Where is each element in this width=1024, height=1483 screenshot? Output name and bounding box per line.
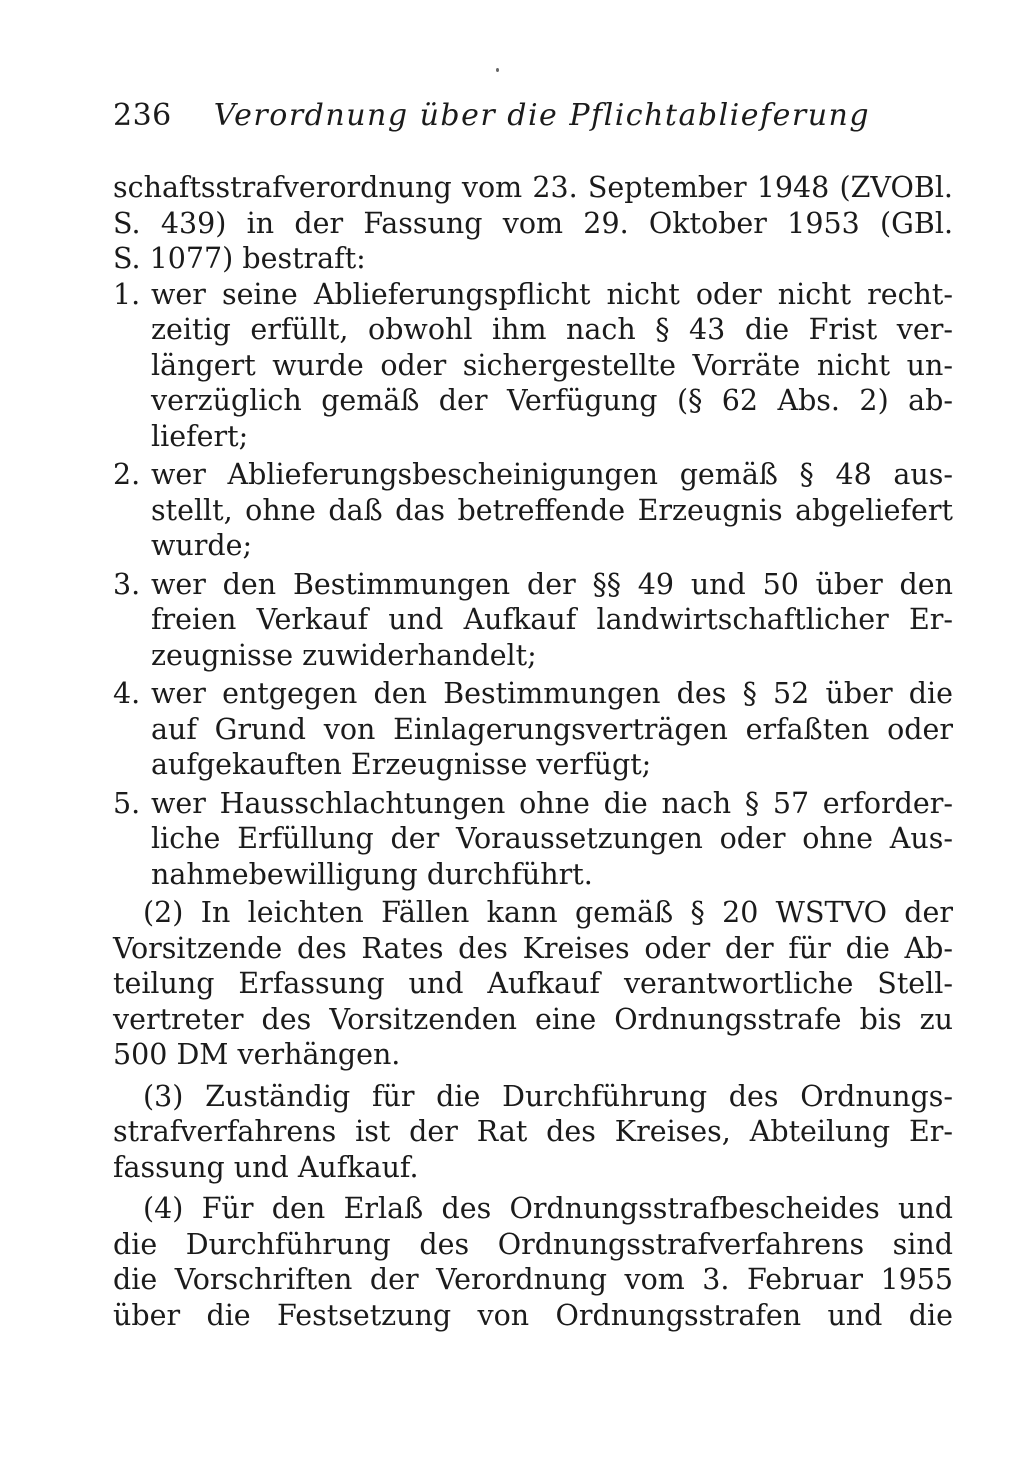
page-number: 236 bbox=[113, 98, 172, 133]
text-line: teilung Erfassung und Aufkauf verantwortliche Stell- bbox=[113, 967, 953, 1000]
text-line: schaftsstrafverordnung vom 23. September 1948 (ZVOBl. bbox=[113, 171, 953, 204]
text-line: über die Festsetzung von Ordnungsstrafen und die bbox=[113, 1298, 953, 1332]
text-line: aufgekauften Erzeugnisse verfügt; bbox=[151, 748, 652, 781]
list-item bbox=[113, 457, 953, 564]
text-line: strafverfahrens ist der Rat des Kreises, Abteilung Er- bbox=[113, 1115, 953, 1148]
text-line: die Vorschriften der Verordnung vom 3. Februar 1955 bbox=[113, 1263, 953, 1296]
text-line: wurde; bbox=[151, 529, 253, 562]
list-item-number: 2. bbox=[113, 458, 141, 491]
text-line: freien Verkauf und Aufkauf landwirtschaftlicher Er- bbox=[151, 603, 953, 636]
text-line: wer Hausschlachtungen ohne die nach § 57 erforder- bbox=[151, 786, 953, 820]
text-line: nahmebewilligung durchführt. bbox=[151, 857, 593, 891]
text-line: wer seine Ablieferungspflicht nicht oder nicht recht- bbox=[151, 277, 953, 311]
paragraph-3 bbox=[113, 1079, 953, 1186]
text-line: zeugnisse zuwiderhandelt; bbox=[151, 638, 537, 672]
text-line: Vorsitzende des Rates des Kreises oder der für die Ab- bbox=[113, 931, 953, 965]
text-line: (3) Zuständig für die Durchführung des Ordnungs- bbox=[143, 1079, 953, 1113]
text-line: wer den Bestimmungen der §§ 49 und 50 über den bbox=[151, 567, 953, 601]
paragraph-4 bbox=[113, 1191, 953, 1333]
list-item-number: 5. bbox=[113, 786, 141, 820]
text-line: wer entgegen den Bestimmungen des § 52 über die bbox=[151, 677, 953, 710]
intro-block bbox=[113, 170, 953, 277]
text-line: wer Ablieferungsbescheinigungen gemäß § 48 aus- bbox=[151, 458, 953, 491]
text-line: 500 DM verhängen. bbox=[113, 1038, 401, 1071]
list-item-number: 4. bbox=[113, 677, 141, 710]
list-item bbox=[113, 567, 953, 674]
text-line: fassung und Aufkauf. bbox=[113, 1150, 419, 1184]
text-line: zeitig erfüllt, obwohl ihm nach § 43 die Frist ver- bbox=[151, 313, 953, 346]
text-line: auf Grund von Einlagerungsverträgen erfaßten oder bbox=[151, 712, 953, 746]
text-line: vertreter des Vorsitzenden eine Ordnungsstrafe bis zu bbox=[113, 1002, 953, 1036]
page-header bbox=[113, 98, 953, 148]
text-line: liche Erfüllung der Voraussetzungen oder ohne Aus- bbox=[151, 822, 953, 855]
list-item-number: 1. bbox=[113, 277, 141, 311]
list-item bbox=[113, 676, 953, 783]
paragraph-2 bbox=[113, 895, 953, 1073]
text-line: (4) Für den Erlaß des Ordnungsstrafbescheides und bbox=[143, 1192, 953, 1225]
text-line: S. 439) in der Fassung vom 29. Oktober 1953 (GBl. bbox=[113, 206, 953, 240]
list-item bbox=[113, 277, 953, 455]
list-item bbox=[113, 786, 953, 893]
scan-speck bbox=[496, 68, 499, 72]
text-line: (2) In leichten Fällen kann gemäß § 20 WSTVO der bbox=[143, 896, 953, 929]
text-line: die Durchführung des Ordnungsstrafverfahrens sind bbox=[113, 1227, 953, 1261]
text-line: liefert; bbox=[151, 419, 249, 453]
list-item-number: 3. bbox=[113, 567, 141, 601]
text-line: stellt, ohne daß das betreffende Erzeugnis abgeliefert bbox=[151, 493, 953, 527]
text-line: S. 1077) bestraft: bbox=[113, 242, 366, 275]
document-page bbox=[113, 98, 953, 1333]
text-line: verzüglich gemäß der Verfügung (§ 62 Abs. 2) ab- bbox=[151, 384, 953, 417]
running-title: Verordnung über die Pflichtablieferung bbox=[213, 98, 871, 133]
text-line: längert wurde oder sichergestellte Vorräte nicht un- bbox=[151, 348, 953, 382]
numbered-list bbox=[113, 277, 953, 893]
